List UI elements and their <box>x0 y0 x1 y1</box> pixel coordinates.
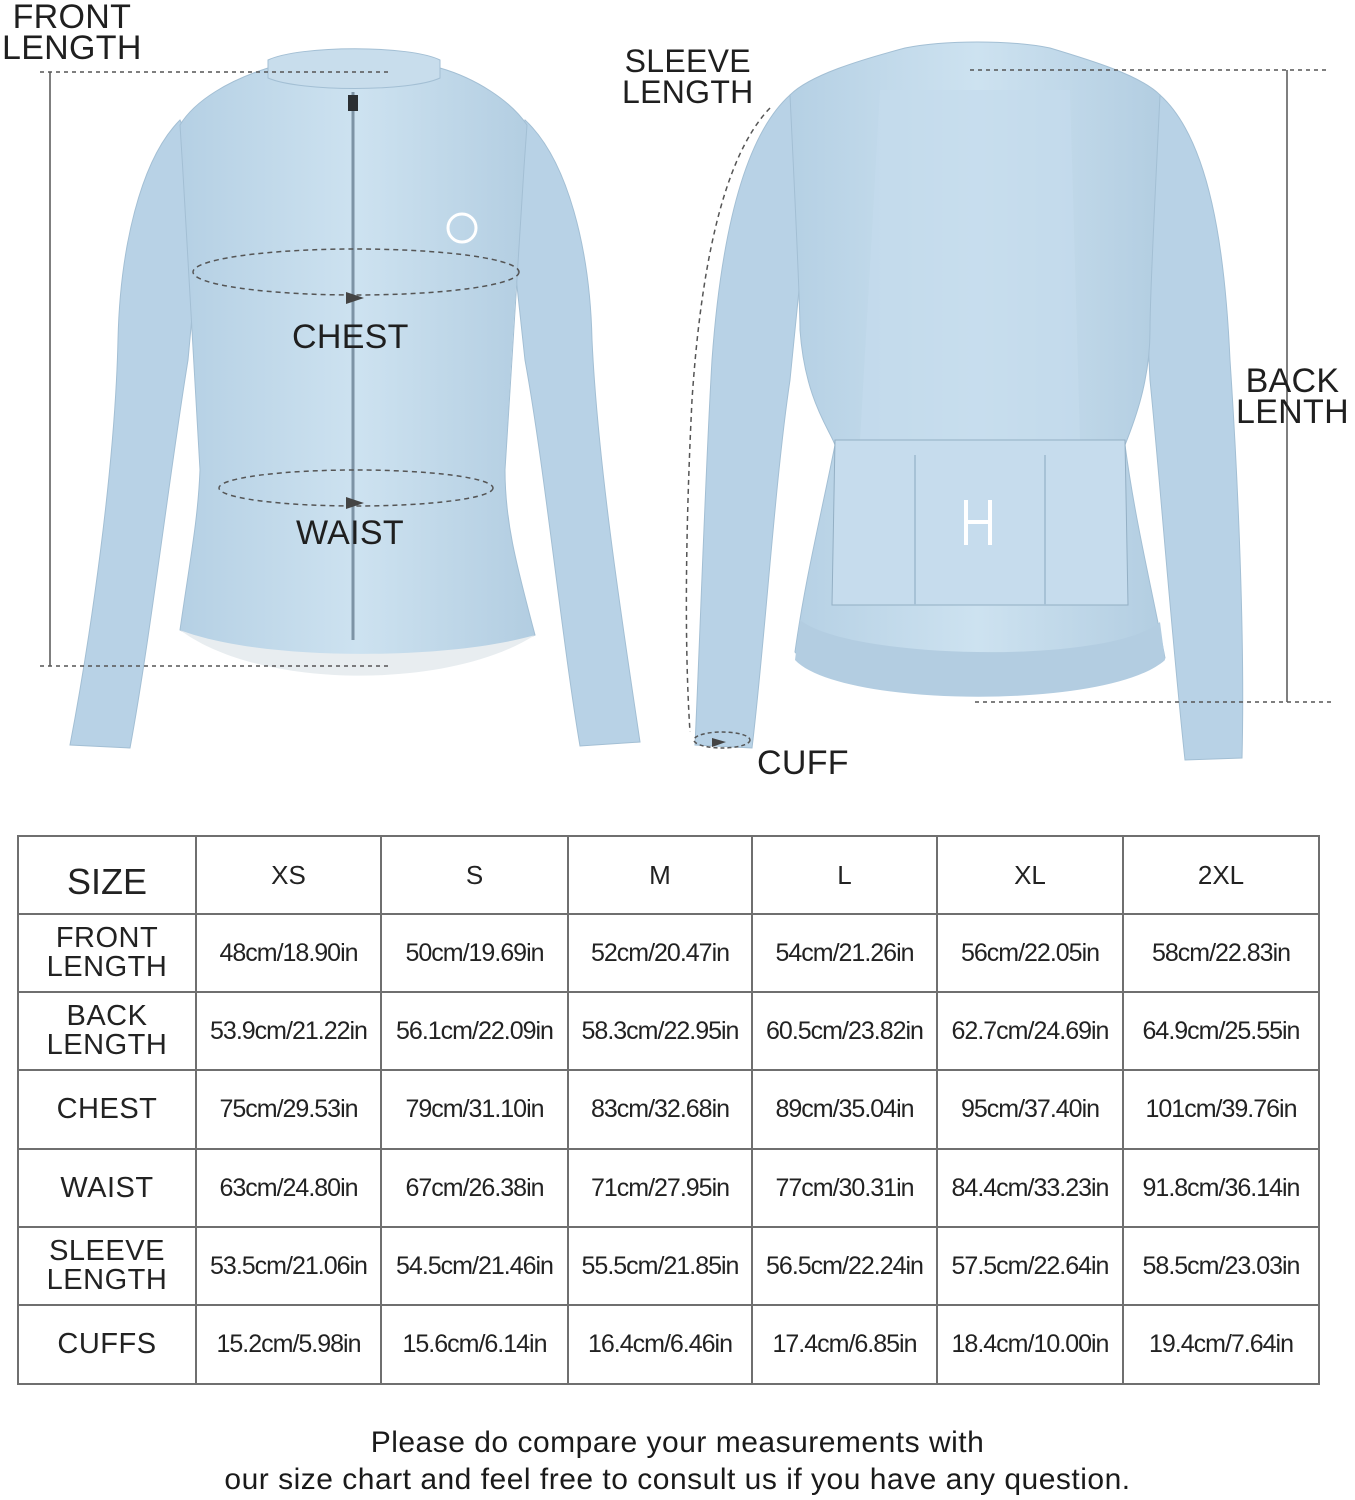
table-cell: 58.5cm/23.03in <box>1123 1227 1319 1305</box>
table-cell: 64.9cm/25.55in <box>1123 992 1319 1070</box>
waist-label: WAIST <box>296 514 404 552</box>
back-length-label: BACK LENTH <box>1236 362 1349 431</box>
table-cell: 63cm/24.80in <box>196 1149 381 1227</box>
table-cell: 48cm/18.90in <box>196 914 381 992</box>
row-label: FRONT LENGTH <box>18 914 196 992</box>
size-column-header: M <box>568 836 752 914</box>
table-row-sleeve-length <box>18 1227 1319 1305</box>
table-cell: 56.5cm/22.24in <box>752 1227 937 1305</box>
table-cell: 50cm/19.69in <box>381 914 568 992</box>
note-line-1: Please do compare your measurements with <box>370 1426 985 1459</box>
table-cell: 56cm/22.05in <box>937 914 1123 992</box>
table-cell: 58.3cm/22.95in <box>568 992 752 1070</box>
table-cell: 15.2cm/5.98in <box>196 1305 381 1384</box>
table-row-chest <box>18 1070 1319 1149</box>
size-column-header: 2XL <box>1123 836 1319 914</box>
size-column-header: XS <box>196 836 381 914</box>
table-cell: 19.4cm/7.64in <box>1123 1305 1319 1384</box>
table-cell: 15.6cm/6.14in <box>381 1305 568 1384</box>
table-cell: 79cm/31.10in <box>381 1070 568 1149</box>
chest-label: CHEST <box>292 318 409 356</box>
row-label: CHEST <box>18 1070 196 1149</box>
table-row-waist <box>18 1149 1319 1227</box>
size-column-header: S <box>381 836 568 914</box>
cuff-label: CUFF <box>757 744 849 782</box>
table-cell: 62.7cm/24.69in <box>937 992 1123 1070</box>
size-header-cell: SIZE <box>18 836 196 914</box>
table-row-cuffs <box>18 1305 1319 1384</box>
row-label: BACK LENGTH <box>18 992 196 1070</box>
row-label: CUFFS <box>18 1305 196 1384</box>
table-cell: 54cm/21.26in <box>752 914 937 992</box>
size-column-header: L <box>752 836 937 914</box>
table-cell: 95cm/37.40in <box>937 1070 1123 1149</box>
size-chart-table <box>17 835 1320 1385</box>
table-header-row <box>18 836 1319 914</box>
table-cell: 75cm/29.53in <box>196 1070 381 1149</box>
table-cell: 18.4cm/10.00in <box>937 1305 1123 1384</box>
table-cell: 56.1cm/22.09in <box>381 992 568 1070</box>
table-cell: 54.5cm/21.46in <box>381 1227 568 1305</box>
table-cell: 89cm/35.04in <box>752 1070 937 1149</box>
front-jersey <box>70 49 640 748</box>
table-cell: 101cm/39.76in <box>1123 1070 1319 1149</box>
front-length-label: FRONT LENGTH <box>2 0 142 67</box>
table-cell: 71cm/27.95in <box>568 1149 752 1227</box>
row-label: WAIST <box>18 1149 196 1227</box>
table-cell: 91.8cm/36.14in <box>1123 1149 1319 1227</box>
table-cell: 77cm/30.31in <box>752 1149 937 1227</box>
table-cell: 84.4cm/33.23in <box>937 1149 1123 1227</box>
table-row-back-length <box>18 992 1319 1070</box>
table-cell: 52cm/20.47in <box>568 914 752 992</box>
table-row-front-length <box>18 914 1319 992</box>
table-cell: 60.5cm/23.82in <box>752 992 937 1070</box>
back-jersey <box>695 42 1243 760</box>
table-cell: 83cm/32.68in <box>568 1070 752 1149</box>
table-cell: 17.4cm/6.85in <box>752 1305 937 1384</box>
sleeve-length-label: SLEEVE LENGTH <box>622 43 754 110</box>
table-cell: 57.5cm/22.64in <box>937 1227 1123 1305</box>
note-line-2: our size chart and feel free to consult us if you have any question. <box>224 1463 1131 1496</box>
measurement-note <box>0 1424 1355 1498</box>
table-cell: 55.5cm/21.85in <box>568 1227 752 1305</box>
table-cell: 53.5cm/21.06in <box>196 1227 381 1305</box>
table-cell: 53.9cm/21.22in <box>196 992 381 1070</box>
row-label: SLEEVE LENGTH <box>18 1227 196 1305</box>
table-cell: 67cm/26.38in <box>381 1149 568 1227</box>
size-column-header: XL <box>937 836 1123 914</box>
table-cell: 58cm/22.83in <box>1123 914 1319 992</box>
table-cell: 16.4cm/6.46in <box>568 1305 752 1384</box>
